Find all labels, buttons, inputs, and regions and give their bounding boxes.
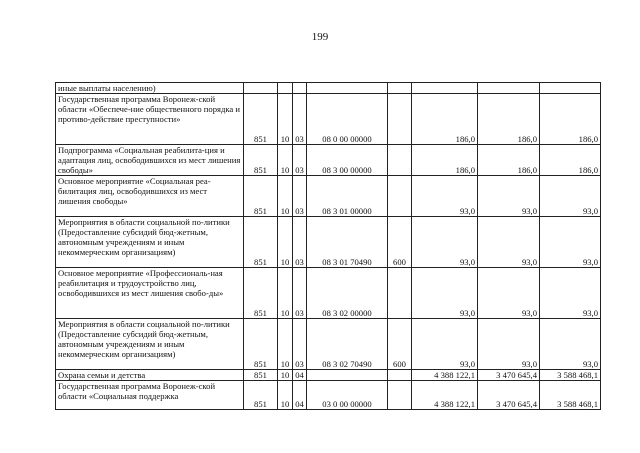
row-amount-year-1: 93,0 xyxy=(412,319,478,370)
row-name: Мероприятия в области социальной по-литики (Предоставление субсидий бюд-жетным, автономным учреждениям и иным некоммерческим организациям) xyxy=(56,319,244,370)
row-expense-type xyxy=(388,381,412,410)
row-expense-type: 600 xyxy=(388,319,412,370)
row-section: 10 xyxy=(278,381,293,410)
row-code xyxy=(244,83,278,94)
row-amount-year-2: 186,0 xyxy=(478,145,540,176)
row-subsection: 03 xyxy=(293,176,307,217)
row-section: 10 xyxy=(278,370,293,381)
row-name: Мероприятия в области социальной по-литики (Предоставление субсидий бюд-жетным, автономным учреждениям и иным некоммерческим организациям) xyxy=(56,217,244,268)
row-amount-year-1: 93,0 xyxy=(412,268,478,319)
budget-table xyxy=(55,82,601,410)
budget-table-body xyxy=(56,83,601,410)
row-amount-year-3: 3 588 468,1 xyxy=(540,370,601,381)
row-subsection: 03 xyxy=(293,94,307,145)
page-number: 199 xyxy=(311,31,329,43)
row-target-article: 03 0 00 00000 xyxy=(307,381,388,410)
row-code: 851 xyxy=(244,319,278,370)
row-expense-type xyxy=(388,145,412,176)
row-expense-type xyxy=(388,176,412,217)
row-amount-year-1: 93,0 xyxy=(412,176,478,217)
table-row xyxy=(56,83,601,94)
row-expense-type: 600 xyxy=(388,217,412,268)
table-row xyxy=(56,319,601,370)
row-amount-year-3: 93,0 xyxy=(540,319,601,370)
row-section: 10 xyxy=(278,94,293,145)
row-code: 851 xyxy=(244,370,278,381)
row-name: иные выплаты населению) xyxy=(56,83,244,94)
row-amount-year-3: 186,0 xyxy=(540,145,601,176)
row-expense-type xyxy=(388,83,412,94)
row-section: 10 xyxy=(278,319,293,370)
row-section: 10 xyxy=(278,268,293,319)
row-amount-year-2: 93,0 xyxy=(478,319,540,370)
row-subsection xyxy=(293,83,307,94)
row-section: 10 xyxy=(278,176,293,217)
row-amount-year-2: 93,0 xyxy=(478,268,540,319)
row-amount-year-2 xyxy=(478,83,540,94)
table-row xyxy=(56,268,601,319)
row-subsection: 04 xyxy=(293,370,307,381)
row-amount-year-1: 4 388 122,1 xyxy=(412,381,478,410)
row-target-article: 08 3 01 70490 xyxy=(307,217,388,268)
row-amount-year-3 xyxy=(540,83,601,94)
row-name: Государственная программа Воронеж-ской области «Обеспече-ние общественного порядка и противо-действие преступности» xyxy=(56,94,244,145)
row-amount-year-1: 186,0 xyxy=(412,94,478,145)
row-amount-year-1: 186,0 xyxy=(412,145,478,176)
row-amount-year-3: 93,0 xyxy=(540,268,601,319)
row-expense-type xyxy=(388,94,412,145)
row-code: 851 xyxy=(244,268,278,319)
row-expense-type xyxy=(388,370,412,381)
table-row xyxy=(56,217,601,268)
row-name: Основное мероприятие «Социальная реа-билитация лиц, освободившихся из мест лишения свободы» xyxy=(56,176,244,217)
row-target-article: 08 0 00 00000 xyxy=(307,94,388,145)
row-target-article: 08 3 01 00000 xyxy=(307,176,388,217)
table-row xyxy=(56,145,601,176)
table-row xyxy=(56,381,601,410)
row-amount-year-2: 186,0 xyxy=(478,94,540,145)
row-subsection: 03 xyxy=(293,319,307,370)
row-expense-type xyxy=(388,268,412,319)
row-target-article: 08 3 02 00000 xyxy=(307,268,388,319)
row-section xyxy=(278,83,293,94)
row-amount-year-3: 93,0 xyxy=(540,176,601,217)
table-row xyxy=(56,176,601,217)
row-subsection: 04 xyxy=(293,381,307,410)
row-subsection: 03 xyxy=(293,145,307,176)
row-section: 10 xyxy=(278,217,293,268)
row-amount-year-3: 3 588 468,1 xyxy=(540,381,601,410)
row-target-article xyxy=(307,83,388,94)
row-code: 851 xyxy=(244,217,278,268)
row-target-article xyxy=(307,370,388,381)
row-name: Подпрограмма «Социальная реабилита-ция и адаптация лиц, освободившихся из мест лишения свободы» xyxy=(56,145,244,176)
row-name: Охрана семьи и детства xyxy=(56,370,244,381)
row-target-article: 08 3 00 00000 xyxy=(307,145,388,176)
row-code: 851 xyxy=(244,381,278,410)
row-section: 10 xyxy=(278,145,293,176)
row-code: 851 xyxy=(244,94,278,145)
row-amount-year-1: 4 388 122,1 xyxy=(412,370,478,381)
row-amount-year-1 xyxy=(412,83,478,94)
row-amount-year-2: 3 470 645,4 xyxy=(478,381,540,410)
row-subsection: 03 xyxy=(293,268,307,319)
row-amount-year-2: 93,0 xyxy=(478,176,540,217)
row-subsection: 03 xyxy=(293,217,307,268)
row-target-article: 08 3 02 70490 xyxy=(307,319,388,370)
row-amount-year-3: 93,0 xyxy=(540,217,601,268)
row-amount-year-3: 186,0 xyxy=(540,94,601,145)
row-amount-year-1: 93,0 xyxy=(412,217,478,268)
row-name: Государственная программа Воронеж-ской области «Социальная поддержка xyxy=(56,381,244,410)
row-name: Основное мероприятие «Профессиональ-ная реабилитация и трудоустройство лиц, освободившихся из мест лишения свобо-ды» xyxy=(56,268,244,319)
row-code: 851 xyxy=(244,176,278,217)
row-amount-year-2: 3 470 645,4 xyxy=(478,370,540,381)
row-amount-year-2: 93,0 xyxy=(478,217,540,268)
table-row xyxy=(56,94,601,145)
row-code: 851 xyxy=(244,145,278,176)
table-row xyxy=(56,370,601,381)
